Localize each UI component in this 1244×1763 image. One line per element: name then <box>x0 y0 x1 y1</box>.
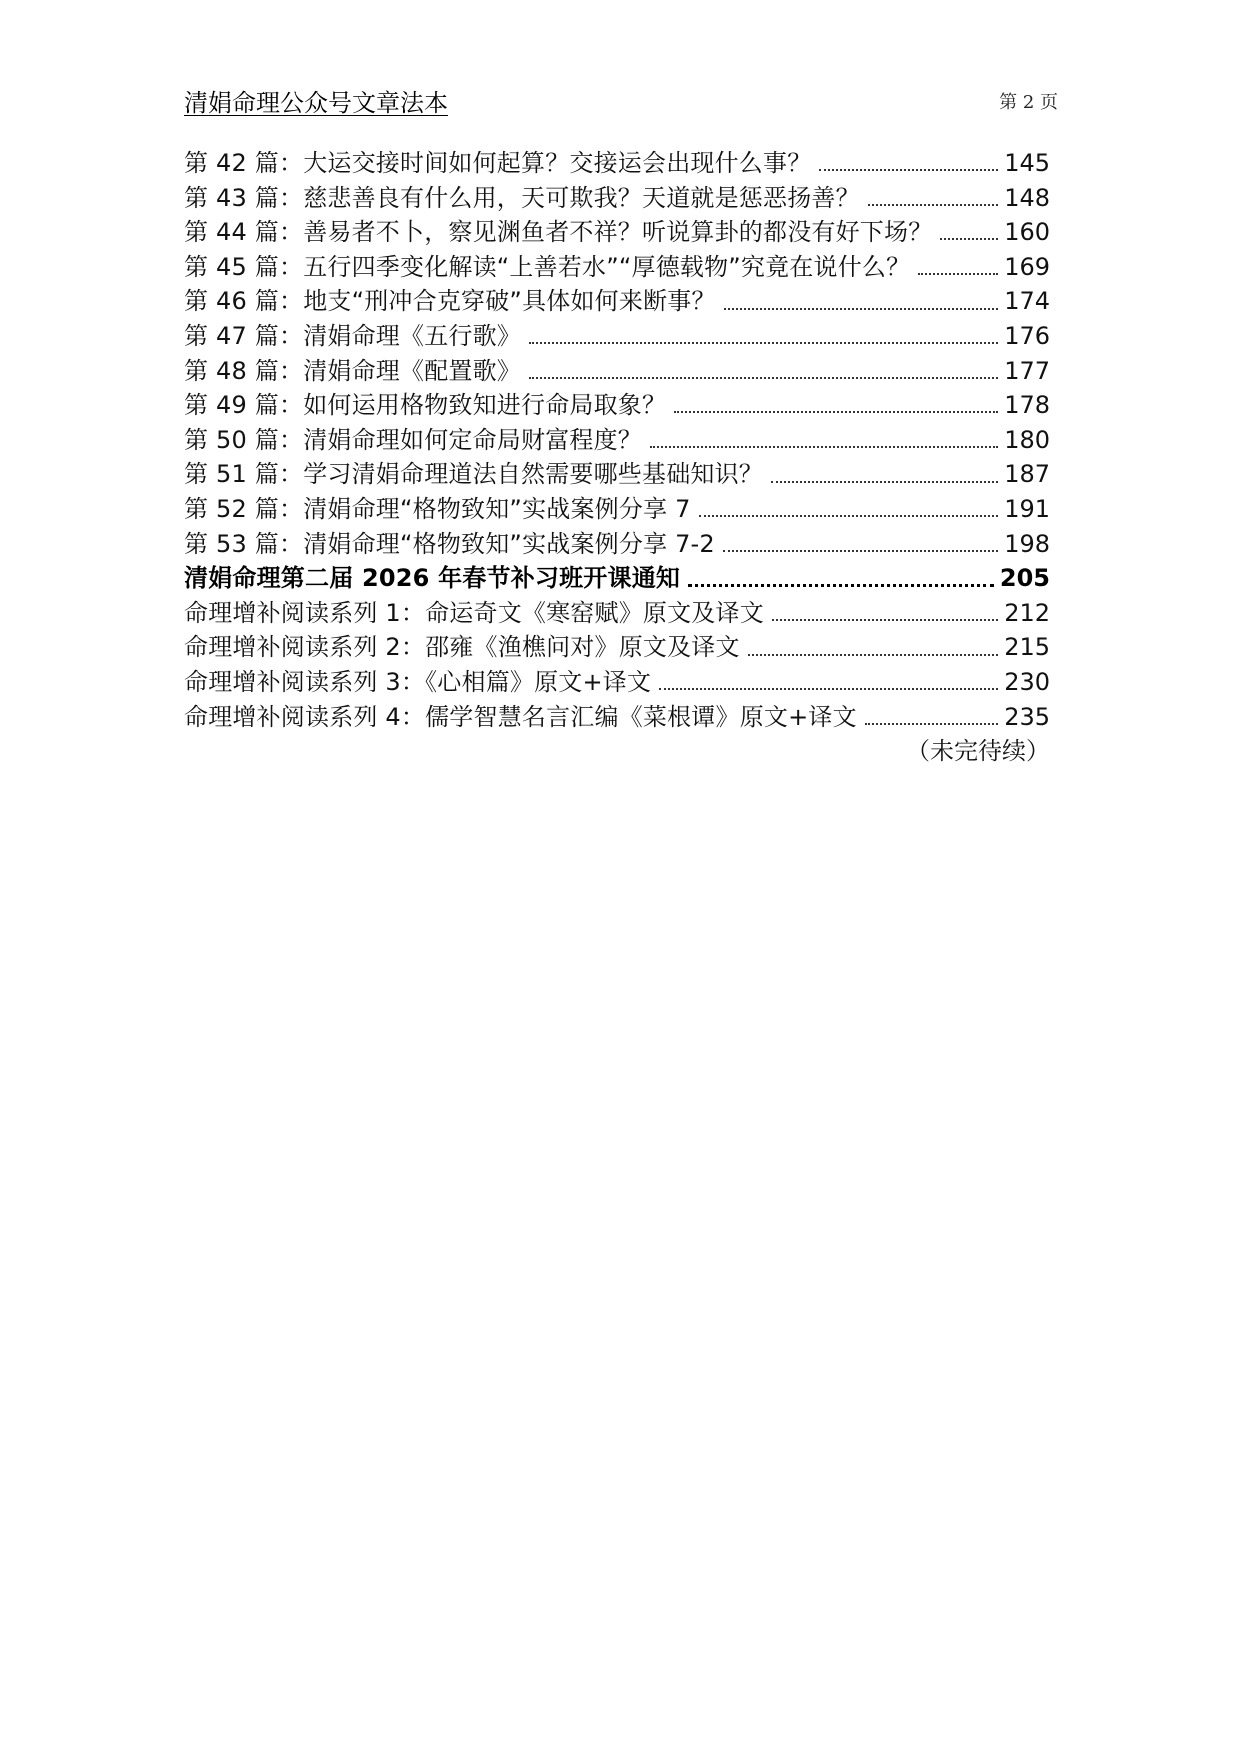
toc-entry-page: 177 <box>1004 356 1050 385</box>
toc-entry-page: 174 <box>1004 287 1050 316</box>
toc-entry-page: 160 <box>1004 218 1050 247</box>
toc-entry-title: 第 45 篇：五行四季变化解读“上善若水”“厚德载物”究竟在说什么？ <box>184 252 911 281</box>
toc-entry-page: 169 <box>1004 252 1050 281</box>
toc-entry-title: 第 44 篇：善易者不卜，察见渊鱼者不祥？听说算卦的都没有好下场？ <box>184 218 933 247</box>
toc-entry[interactable] <box>184 492 1050 527</box>
toc-dot-leader <box>868 202 998 206</box>
toc-dot-leader <box>529 340 998 344</box>
toc-dot-leader <box>865 721 998 725</box>
toc-entry[interactable] <box>184 319 1050 354</box>
toc-entry-page: 191 <box>1004 494 1050 523</box>
toc-entry-title: 第 50 篇：清娟命理如何定命局财富程度？ <box>184 425 642 454</box>
toc-entry-title: 命理增补阅读系列 2：邵雍《渔樵问对》原文及译文 <box>184 633 740 662</box>
toc-entry-page: 145 <box>1004 149 1050 177</box>
toc-dot-leader <box>918 271 998 275</box>
page-number: 第 2 页 <box>999 92 1058 113</box>
toc-entry-page: 198 <box>1004 529 1050 558</box>
toc-entry[interactable] <box>184 630 1050 665</box>
toc-entry[interactable] <box>184 423 1050 458</box>
toc-dot-leader <box>748 652 998 656</box>
toc-entry-page: 178 <box>1004 391 1050 420</box>
toc-dot-leader <box>772 617 998 621</box>
toc-entry-page: 215 <box>1004 633 1050 662</box>
toc-entry-title: 第 42 篇：大运交接时间如何起算？交接运会出现什么事？ <box>184 149 812 177</box>
toc-entry-title: 第 46 篇：地支“刑冲合克穿破”具体如何来断事？ <box>184 287 716 316</box>
toc-dot-leader <box>771 479 998 483</box>
toc-entry[interactable] <box>184 527 1050 562</box>
toc-entry-title: 命理增补阅读系列 3：《心相篇》原文+译文 <box>184 667 652 696</box>
toc-dot-leader <box>819 167 998 171</box>
toc-entry-page: 205 <box>999 564 1050 593</box>
toc-entry[interactable] <box>184 354 1050 389</box>
toc-entry[interactable] <box>184 388 1050 423</box>
toc-dot-leader <box>699 513 999 517</box>
toc-entry-page: 176 <box>1004 321 1050 350</box>
toc-entry-title: 命理增补阅读系列 4：儒学智慧名言汇编《菜根谭》原文+译文 <box>184 702 857 731</box>
toc-dot-leader <box>940 236 998 240</box>
toc-entry-page: 187 <box>1004 460 1050 489</box>
toc-entry-page: 180 <box>1004 425 1050 454</box>
toc-entry[interactable] <box>184 665 1050 700</box>
toc-dot-leader <box>723 548 998 552</box>
toc-entry-title: 命理增补阅读系列 1：命运奇文《寒窑赋》原文及译文 <box>184 598 764 627</box>
table-of-contents <box>184 146 1050 734</box>
toc-entry-page: 212 <box>1004 598 1050 627</box>
toc-entry-title: 第 52 篇：清娟命理“格物致知”实战案例分享 7 <box>184 494 691 523</box>
toc-entry-title: 清娟命理第二届 2026 年春节补习班开课通知 <box>184 564 681 593</box>
toc-entry-title: 第 47 篇：清娟命理《五行歌》 <box>184 321 521 350</box>
toc-dot-leader <box>529 375 998 379</box>
toc-entry-page: 148 <box>1004 183 1050 212</box>
toc-dot-leader <box>659 686 998 690</box>
toc-entry[interactable] <box>184 250 1050 285</box>
page-header <box>184 86 1058 126</box>
toc-entry-page: 230 <box>1004 667 1050 696</box>
toc-entry-page: 235 <box>1004 702 1050 731</box>
toc-entry-title: 第 49 篇：如何运用格物致知进行命局取象？ <box>184 391 667 420</box>
toc-dot-leader <box>650 444 998 448</box>
toc-dot-leader <box>674 409 998 413</box>
toc-entry-title: 第 43 篇：慈悲善良有什么用，天可欺我？天道就是惩恶扬善？ <box>184 183 860 212</box>
toc-entry[interactable] <box>184 181 1050 216</box>
toc-entry[interactable] <box>184 457 1050 492</box>
toc-dot-leader <box>724 306 999 310</box>
toc-entry[interactable] <box>184 596 1050 631</box>
toc-entry-title: 第 53 篇：清娟命理“格物致知”实战案例分享 7-2 <box>184 529 715 558</box>
continuation-note: （未完待续） <box>906 737 1050 765</box>
toc-entry-title: 第 51 篇：学习清娟命理道法自然需要哪些基础知识？ <box>184 460 763 489</box>
toc-entry[interactable] <box>184 146 1050 181</box>
document-title: 清娟命理公众号文章法本 <box>184 89 448 117</box>
toc-dot-leader <box>688 582 994 587</box>
toc-entry-highlighted[interactable] <box>184 561 1050 596</box>
toc-entry[interactable] <box>184 215 1050 250</box>
toc-entry[interactable] <box>184 700 1050 735</box>
toc-entry[interactable] <box>184 284 1050 319</box>
toc-entry-title: 第 48 篇：清娟命理《配置歌》 <box>184 356 521 385</box>
